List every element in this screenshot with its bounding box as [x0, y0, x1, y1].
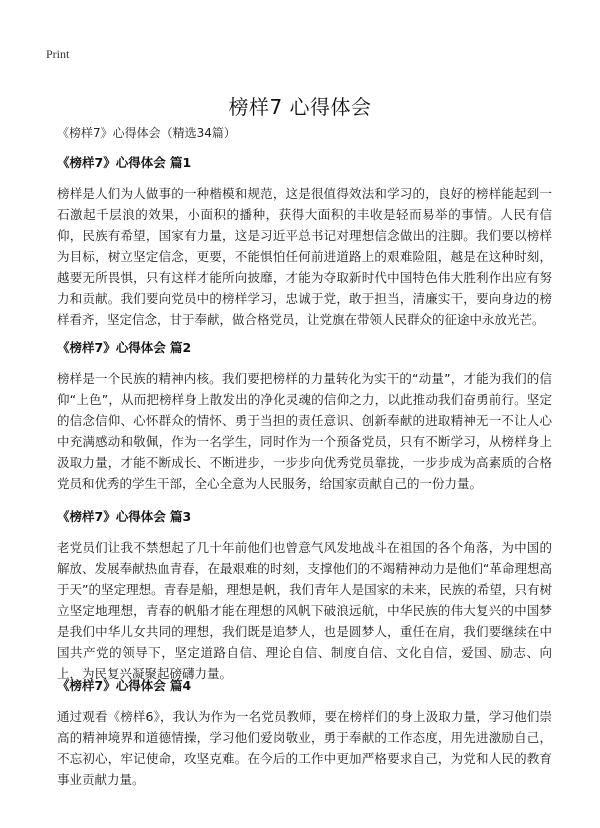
article-heading: 《榜样7》心得体会 篇1 [57, 155, 192, 170]
article-heading: 《榜样7》心得体会 篇2 [57, 340, 192, 355]
article-section [57, 153, 552, 330]
article-heading: 《榜样7》心得体会 篇4 [57, 678, 192, 693]
article-heading: 《榜样7》心得体会 篇3 [57, 509, 192, 524]
article-body: 老党员们让我不禁想起了几十年前他们也曾意气风发地战斗在祖国的各个角落，为中国的解放、发展奉献热血青春，在最艰难的时刻，支撑他们的不竭精神动力是他们“革命理想高于天”的坚定理想。青春是船，理想是帆，我们青年人是国家的未来，民族的希望，只有树立坚定地理想，青春的帆船才能在理想的风帆下破浪远航，中华民族的伟大复兴的中国梦是我们中华儿女共同的理想，我们既是追梦人，也是圆梦人，重任在肩，我们要继续在中国共产党的领导下，坚定道路自信、理论自信、制度自信、文化自信，爱国、励志、向上，为民复兴凝聚起磅礴力量。 [57, 540, 552, 681]
page-title: 榜样7 心得体会 [228, 95, 372, 120]
document-subtitle: 《榜样7》心得体会（精选34篇） [57, 126, 236, 140]
print-label: Print [46, 47, 70, 61]
article-body: 通过观看《榜样6》，我认为作为一名党员教师，要在榜样们的身上汲取力量，学习他们崇高的精神境界和道德情操，学习他们爱岗敬业，勇于奉献的工作态度，用先进激励自己，不忘初心，牢记使命，攻坚克难。在今后的工作中更加严格要求自己，为党和人民的教育事业贡献力量。 [57, 709, 552, 787]
article-section [57, 507, 552, 684]
article-section [57, 338, 552, 494]
article-body: 榜样是人们为人做事的一种楷模和规范，这是很值得效法和学习的，良好的榜样能起到一石激起千层浪的效果，小面积的播种，获得大面积的丰收是轻而易举的事情。人民有信仰，民族有希望，国家有力量，这是习近平总书记对理想信念做出的注脚。我们要以榜样为目标，树立坚定信念，更要，不能惧怕任何前进道路上的艰难险阻，越是在这种时刻，越要无所畏惧，只有这样才能所向披靡，才能为夺取新时代中国特色伟大胜利作出应有努力和贡献。我们要向党员中的榜样学习，忠诚于党，敢于担当，清廉实干，要向身边的榜样看齐，坚定信念，甘于奉献，做合格党员，让党旗在带领人民群众的征途中永放光芒。 [57, 186, 552, 327]
article-body: 榜样是一个民族的精神内核。我们要把榜样的力量转化为实干的“动量”，才能为我们的信仰“上色”，从而把榜样身上散发出的净化灵魂的信仰之力，以此推动我们奋勇前行。坚定的信念信仰、心怀群众的情怀、勇于当担的责任意识、创新奉献的进取精神无一不让人心中充满感动和敬佩，作为一名学生，同时作为一个预备党员，只有不断学习，从榜样身上汲取力量，才能不断成长、不断进步，一步步向优秀党员靠拢，一步步成为高素质的合格党员和优秀的学生干部，全心全意为人民服务，给国家贡献自己的一份力量。 [57, 371, 552, 491]
article-section [57, 676, 552, 790]
